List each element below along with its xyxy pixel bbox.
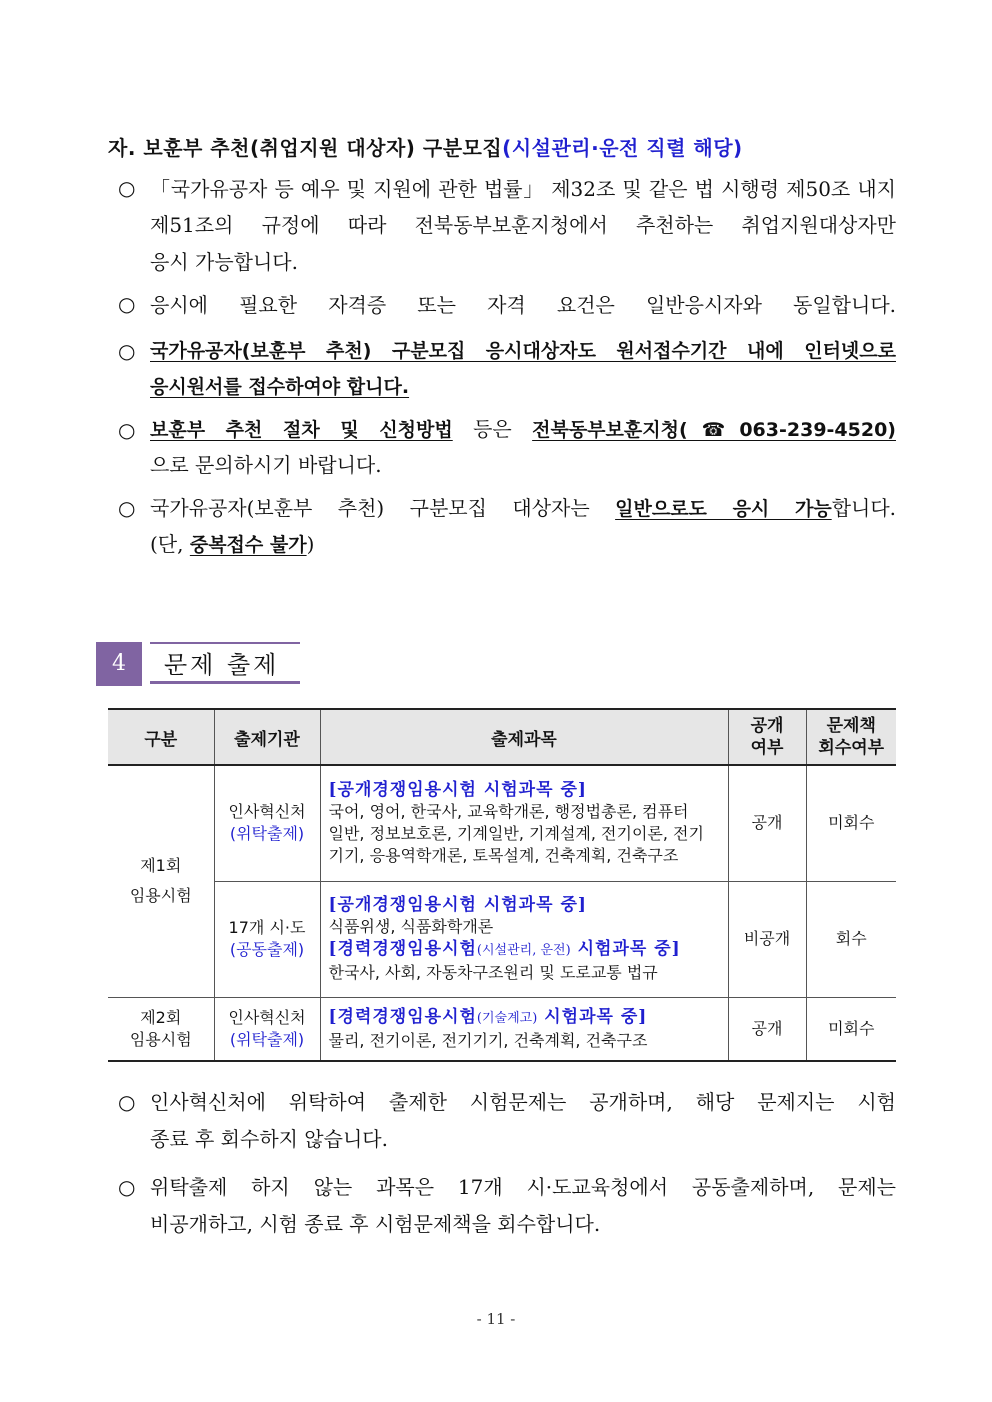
p4-connector: 등은 <box>452 417 533 441</box>
row2-agency <box>214 881 320 997</box>
p5-line-1 <box>150 489 896 528</box>
note-bullet-1: ○ <box>118 1090 136 1114</box>
table-row <box>108 765 896 881</box>
note1-line-1: 인사혁신처에 위탁하여 출제한 시험문제는 공개하며, 해당 문제지는 시험 <box>150 1090 896 1114</box>
row1-public: 공개 <box>728 765 806 881</box>
row3-subj-head-b: 시험과목 중] <box>537 1006 648 1027</box>
header-subjects: 출제과목 <box>320 709 728 765</box>
header-booklet-l2: 회수여부 <box>818 738 885 758</box>
row1-agency <box>214 765 320 881</box>
row2-subj-l2: 한국사, 사회, 자동차구조원리 및 도로교통 법규 <box>328 963 658 982</box>
row1-subj-l1: 국어, 영어, 한국사, 교육학개론, 행정법총론, 컴퓨터 <box>328 802 689 822</box>
row1-agency-name: 인사혁신처 <box>228 802 306 822</box>
row3-agency-name: 인사혁신처 <box>228 1007 306 1027</box>
exam2-l1: 제2회 <box>140 1007 182 1027</box>
row3-subj-l1: 물리, 전기이론, 전기기기, 건축계획, 건축구조 <box>328 1030 648 1050</box>
heading-blue-note: (시설관리·운전 직렬 해당) <box>502 136 743 160</box>
p3-line-2: 응시원서를 접수하여야 합니다. <box>150 376 410 398</box>
heading-main: 자. 보훈부 추천(취업지원 대상자) 구분모집 <box>108 136 503 160</box>
p4-office-contact: 전북동부보훈지청(☎063-239-4520) <box>532 419 896 441</box>
row3-public: 공개 <box>728 997 806 1061</box>
row2-subj-head-2a: [경력경쟁임용시험 <box>328 939 477 959</box>
p1-line-1: 「국가유공자 등 예우 및 지원에 관한 법률」 제32조 및 같은 법 시행령 제50조 내지 <box>150 177 896 201</box>
note-bullet-2: ○ <box>118 1175 136 1199</box>
row2-public: 비공개 <box>728 881 806 997</box>
p4-line-1 <box>150 410 896 449</box>
row3-booklet: 미회수 <box>806 997 896 1061</box>
note1-line-2: 종료 후 회수하지 않습니다. <box>150 1127 388 1151</box>
row3-agency-sub: (위탁출제) <box>229 1029 305 1049</box>
section-title: 문제 출제 <box>150 642 300 684</box>
row3-subj-head <box>329 1006 720 1030</box>
row2-booklet: 회수 <box>806 881 896 997</box>
exam-table <box>108 708 896 1062</box>
exam1-l1: 제1회 <box>140 856 182 876</box>
row1-subjects <box>320 765 728 881</box>
row3-subj-head-a: [경력경쟁임용시험 <box>328 1006 477 1027</box>
exam2-l2: 임용시험 <box>129 1029 192 1049</box>
bullet-5: ○ <box>118 496 136 520</box>
exam2-cell <box>108 997 214 1061</box>
header-agency: 출제기관 <box>214 709 320 765</box>
row1-subj-l3: 기기, 응용역학개론, 토목설계, 건축계획, 건축구조 <box>328 846 679 866</box>
exam1-cell <box>108 765 214 997</box>
section-number: 4 <box>96 642 142 686</box>
header-public-l2: 여부 <box>750 738 784 758</box>
bullet-2: ○ <box>118 292 136 316</box>
row2-agency-sub: (공동출제) <box>229 940 305 959</box>
p1-line-2: 제51조의 규정에 따라 전북동부보훈지청에서 추천하는 취업지원대상자만 <box>150 213 896 237</box>
header-booklet <box>806 709 896 765</box>
p5-text-c: 합니다. <box>831 496 897 520</box>
row3-subjects <box>320 997 728 1061</box>
page-number: - 11 - <box>476 1310 516 1328</box>
row2-subj-head-2 <box>329 938 720 962</box>
p5-text-e: ) <box>306 532 315 556</box>
row3-agency <box>214 997 320 1061</box>
header-public-l1: 공개 <box>750 716 784 736</box>
p5-text-a: 국가유공자(보훈부 추천) 구분모집 대상자는 <box>150 496 616 520</box>
header-public <box>728 709 806 765</box>
header-category: 구분 <box>108 709 214 765</box>
row2-subj-head-2b: 시험과목 중] <box>570 939 681 959</box>
row2-subjects <box>320 881 728 997</box>
row3-subj-head-small: (기술계고) <box>476 1010 538 1026</box>
p3-line-1: 국가유공자(보훈부 추천) 구분모집 응시대상자도 원서접수기간 내에 인터넷으로 <box>150 340 896 362</box>
table-header-row <box>108 709 896 765</box>
p5-text-d: (단, <box>150 532 190 556</box>
section-heading <box>108 132 743 161</box>
p5-no-duplicate: 중복접수 불가 <box>189 534 307 556</box>
row1-booklet: 미회수 <box>806 765 896 881</box>
p5-general-apply: 일반으로도 응시 가능 <box>615 498 832 520</box>
row2-subj-head-1: [공개경쟁임용시험 시험과목 중] <box>328 895 587 915</box>
p4-line-2: 으로 문의하시기 바랍니다. <box>150 453 382 477</box>
bullet-1: ○ <box>118 176 136 200</box>
p1-line-3: 응시 가능합니다. <box>150 250 298 274</box>
note2-line-2: 비공개하고, 시험 종료 후 시험문제책을 회수합니다. <box>150 1212 601 1236</box>
bullet-3: ○ <box>118 339 136 363</box>
p2-line-1: 응시에 필요한 자격증 또는 자격 요건은 일반응시자와 동일합니다. <box>150 293 896 317</box>
table-row <box>108 997 896 1061</box>
p5-line-2 <box>150 525 896 564</box>
note2-line-1: 위탁출제 하지 않는 과목은 17개 시·도교육청에서 공동출제하며, 문제는 <box>150 1175 896 1199</box>
row1-subj-head: [공개경쟁임용시험 시험과목 중] <box>328 780 587 801</box>
row2-subj-l1: 식품위생, 식품화학개론 <box>328 917 494 936</box>
exam1-l2: 임용시험 <box>129 886 192 906</box>
row2-subj-head-2-small: (시설관리, 운전) <box>476 943 571 958</box>
header-booklet-l1: 문제책 <box>826 716 876 736</box>
bullet-4: ○ <box>118 418 136 442</box>
row1-subj-l2: 일반, 정보보호론, 기계일반, 기계설계, 전기이론, 전기 <box>328 824 704 844</box>
p4-procedure: 보훈부 추천 절차 및 신청방법 <box>150 419 453 441</box>
table-row <box>108 881 896 997</box>
row2-agency-name: 17개 시·도 <box>228 918 306 937</box>
row1-agency-sub: (위탁출제) <box>229 824 305 844</box>
